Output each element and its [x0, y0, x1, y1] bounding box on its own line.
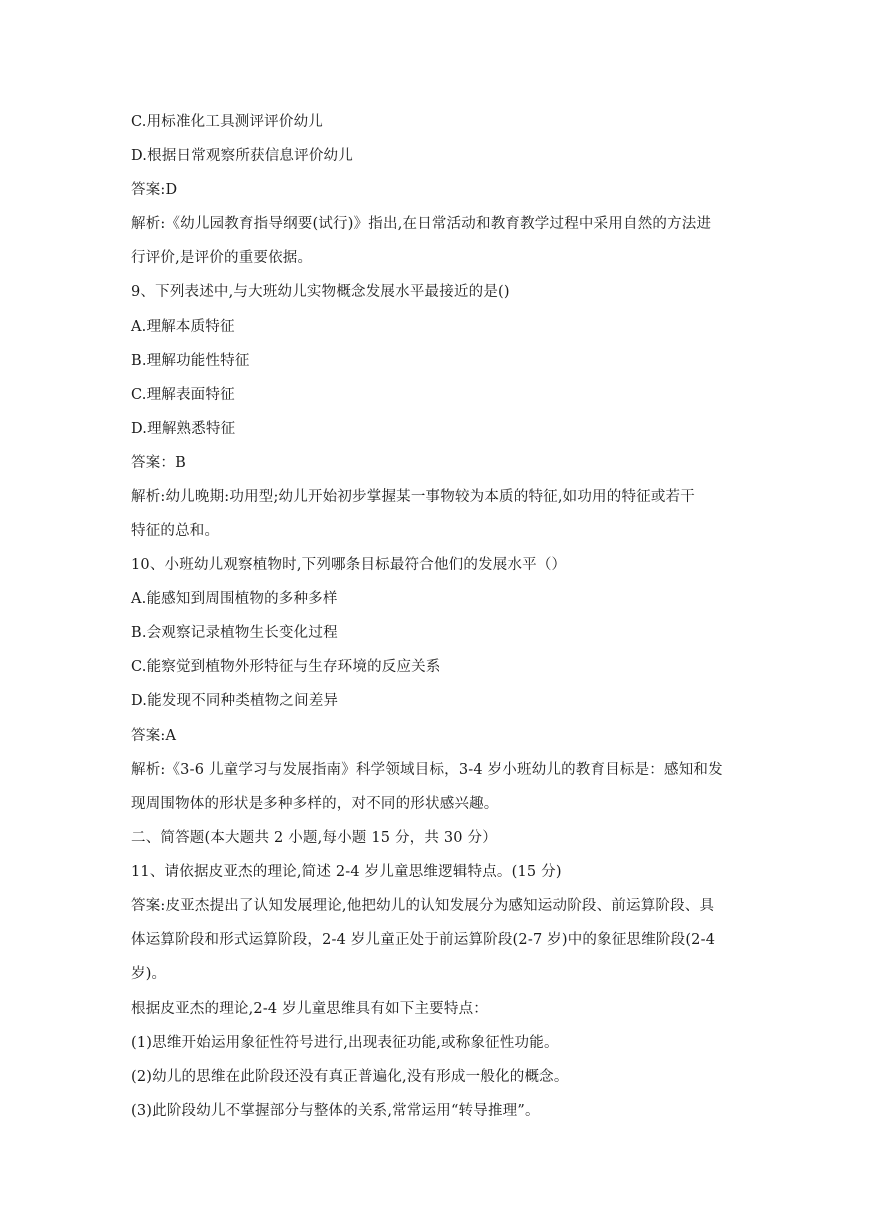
explanation-q10: 解析:《3-6 儿童学习与发展指南》科学领域目标，3-4 岁小班幼儿的教育目标是：感知和发: [131, 762, 723, 778]
answer-q10: 答案:A: [131, 728, 177, 744]
option-d-q10: D.能发现不同种类植物之间差异: [131, 693, 339, 709]
explanation-q10-cont: 现周围物体的形状是多种多样的，对不同的形状感兴趣。: [131, 796, 499, 812]
answer-q11-intro: 根据皮亚杰的理论,2-4 岁儿童思维具有如下主要特点：: [131, 1001, 488, 1017]
option-c-q9: C.理解表面特征: [131, 387, 235, 403]
question-9: 9、下列表述中,与大班幼儿实物概念发展水平最接近的是(): [131, 284, 510, 300]
question-11: 11、请依据皮亚杰的理论,简述 2-4 岁儿童思维逻辑特点。(15 分): [131, 864, 562, 880]
option-a-q9: A.理解本质特征: [131, 319, 235, 335]
option-d-q9: D.理解熟悉特征: [131, 421, 236, 437]
explanation-q8-cont: 行评价,是评价的重要依据。: [131, 250, 313, 266]
answer-q11-point-1: (1)思维开始运用象征性符号进行,出现表征功能,或称象征性功能。: [131, 1035, 559, 1051]
answer-q11-point-3: (3)此阶段幼儿不掌握部分与整体的关系,常常运用“转导推理”。: [131, 1103, 540, 1119]
question-10: 10、小班幼儿观察植物时,下列哪条目标最符合他们的发展水平（）: [131, 557, 567, 573]
answer-q8: 答案:D: [131, 182, 178, 198]
option-b-q9: B.理解功能性特征: [131, 353, 250, 369]
answer-q11-cont-2: 岁)。: [131, 966, 167, 982]
option-d-q8: D.根据日常观察所获信息评价幼儿: [131, 148, 353, 164]
answer-q11-point-2: (2)幼儿的思维在此阶段还没有真正普遍化,没有形成一般化的概念。: [131, 1069, 569, 1085]
answer-q11-cont-1: 体运算阶段和形式运算阶段，2-4 岁儿童正处于前运算阶段(2-7 岁)中的象征思维阶段(2-4: [131, 932, 716, 948]
option-b-q10: B.会观察记录植物生长变化过程: [131, 625, 338, 641]
answer-q11: 答案:皮亚杰提出了认知发展理论,他把幼儿的认知发展分为感知运动阶段、前运算阶段、具: [131, 898, 715, 914]
option-c-q10: C.能察觉到植物外形特征与生存环境的反应关系: [131, 659, 441, 675]
section-heading-short-answer: 二、简答题(本大题共 2 小题,每小题 15 分，共 30 分）: [131, 830, 497, 846]
explanation-q9: 解析:幼儿晚期:功用型;幼儿开始初步掌握某一事物较为本质的特征,如功用的特征或若干: [131, 489, 695, 505]
option-c-q8: C.用标准化工具测评评价幼儿: [131, 114, 323, 130]
explanation-q8: 解析:《幼儿园教育指导纲要(试行)》指出,在日常活动和教育教学过程中采用自然的方法进: [131, 216, 712, 232]
option-a-q10: A.能感知到周围植物的多种多样: [131, 591, 338, 607]
explanation-q9-cont: 特征的总和。: [131, 523, 220, 539]
answer-q9: 答案：B: [131, 455, 186, 471]
